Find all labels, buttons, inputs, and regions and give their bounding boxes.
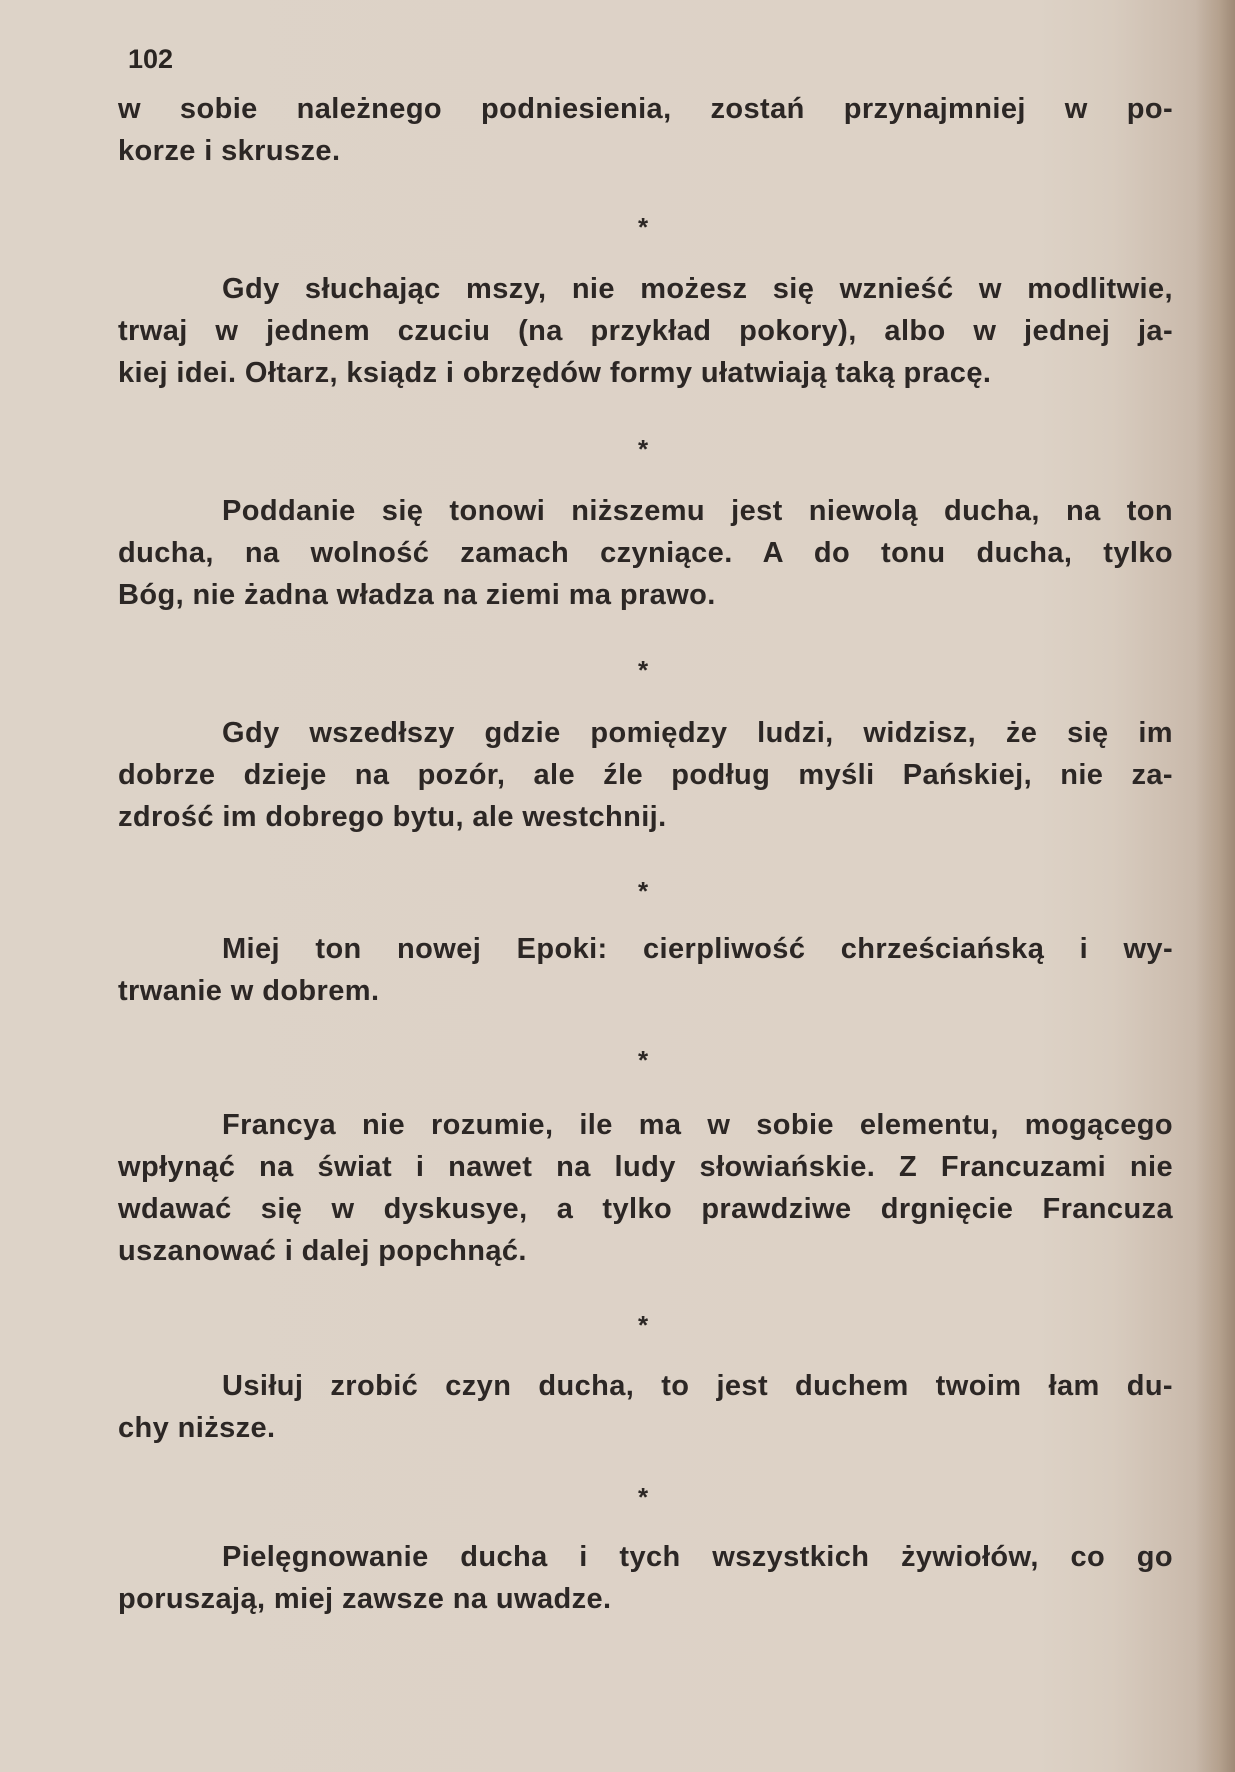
paragraph	[118, 712, 1173, 838]
text-line: Bóg, nie żadna władza na ziemi ma prawo.	[118, 579, 716, 611]
paragraph	[118, 490, 1173, 616]
paragraph	[118, 928, 1173, 1012]
section-separator: *	[637, 212, 649, 242]
text-line: Francya nie rozumie, ile ma w sobie elementu, mogącego	[222, 1109, 1173, 1141]
text-line: Gdy wszedłszy gdzie pomiędzy ludzi, widzisz, że się im	[222, 717, 1173, 749]
paragraph	[118, 1536, 1173, 1620]
paragraph	[118, 268, 1173, 394]
continuation-paragraph	[118, 88, 1173, 172]
text-line: dobrze dzieje na pozór, ale źle podług myśli Pańskiej, nie za-	[118, 759, 1173, 791]
paragraph	[118, 1365, 1173, 1449]
section-separator: *	[637, 434, 649, 464]
text-line: wdawać się w dyskusye, a tylko prawdziwe drgnięcie Francuza	[118, 1193, 1173, 1225]
text-line: w sobie należnego podniesienia, zostań przynajmniej w po-	[118, 93, 1173, 125]
section-separator: *	[637, 876, 649, 906]
text-line: zdrość im dobrego bytu, ale westchnij.	[118, 801, 667, 833]
page-spine-shadow	[1195, 0, 1235, 1772]
page-number: 102	[128, 44, 174, 74]
paragraph	[118, 1104, 1173, 1272]
text-line: Poddanie się tonowi niższemu jest niewolą ducha, na ton	[222, 495, 1173, 527]
text-line: Gdy słuchając mszy, nie możesz się wznieść w modlitwie,	[222, 273, 1173, 305]
section-separator: *	[637, 1482, 649, 1512]
text-line: korze i skrusze.	[118, 135, 341, 167]
text-line: trwanie w dobrem.	[118, 975, 380, 1007]
text-line: poruszają, miej zawsze na uwadze.	[118, 1583, 612, 1615]
text-line: trwaj w jednem czuciu (na przykład pokory), albo w jednej ja-	[118, 315, 1173, 347]
text-line: chy niższe.	[118, 1412, 276, 1444]
text-line: ducha, na wolność zamach czyniące. A do tonu ducha, tylko	[118, 537, 1173, 569]
section-separator: *	[637, 1045, 649, 1075]
text-line: Usiłuj zrobić czyn ducha, to jest duchem twoim łam du-	[222, 1370, 1173, 1402]
section-separator: *	[637, 1310, 649, 1340]
text-line: Miej ton nowej Epoki: cierpliwość chrześciańską i wy-	[222, 933, 1173, 965]
text-line: uszanować i dalej popchnąć.	[118, 1235, 527, 1267]
text-line: Pielęgnowanie ducha i tych wszystkich żywiołów, co go	[222, 1541, 1173, 1573]
text-line: wpłynąć na świat i nawet na ludy słowiańskie. Z Francuzami nie	[118, 1151, 1173, 1183]
text-line: kiej idei. Ołtarz, ksiądz i obrzędów formy ułatwiają taką pracę.	[118, 357, 992, 389]
section-separator: *	[637, 655, 649, 685]
